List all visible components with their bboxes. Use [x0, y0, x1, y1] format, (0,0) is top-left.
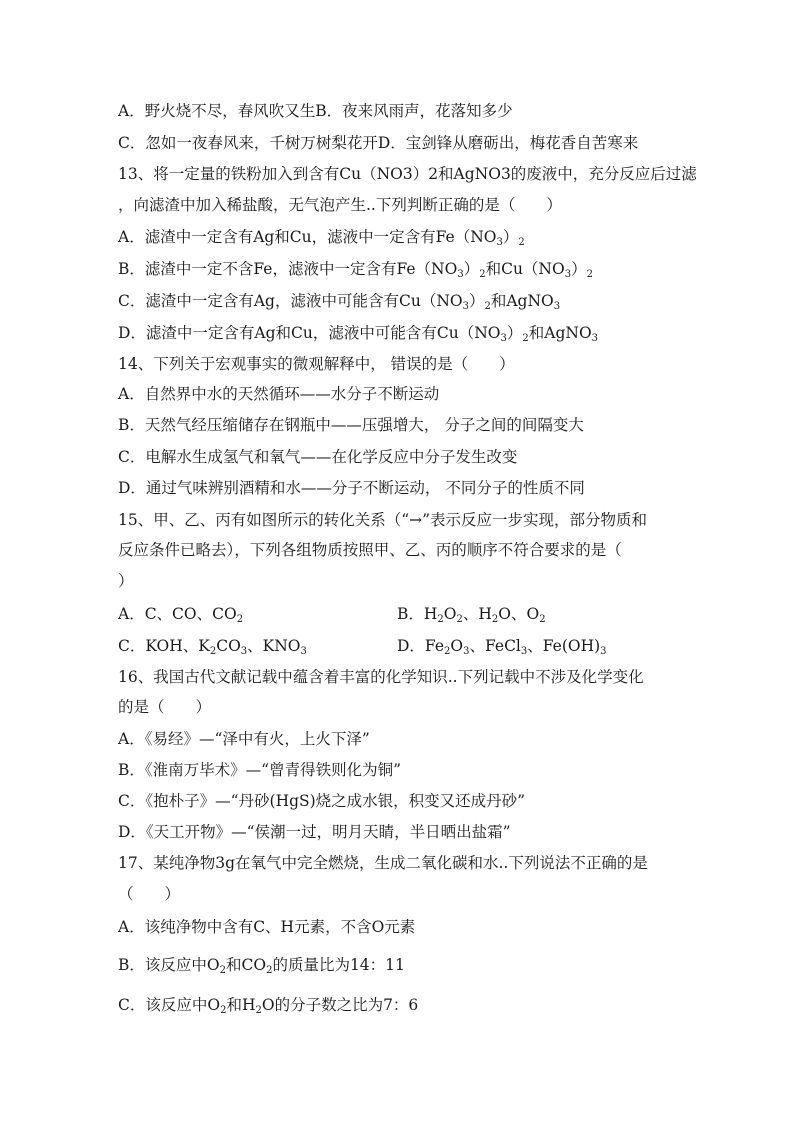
q14-stem: 14、下列关于宏观事实的微观解释中， 错误的是（ ） [118, 355, 515, 373]
q15-stem-line2: 反应条件已略去），下列各组物质按照甲、乙、丙的顺序不符合要求的是（ [118, 541, 622, 559]
q14-option-d: D．通过气味辨别酒精和水——分子不断运动， 不同分子的性质不同 [118, 479, 585, 497]
q16-option-d: D．《天工开物》—“侯潮一过，明月天睛，半日晒出盐霜” [118, 823, 511, 841]
q16-stem-line2: 的是（ ） [118, 698, 212, 716]
q17-option-b: B．该反应中$O_2$和$CO_2$的质量比为14：11 [118, 956, 405, 976]
q13-stem-line1: 13、将一定量的铁粉加入到含有Cu（NO3）2和AgNO3的废液中，充分反应后过滤 [118, 165, 697, 183]
q17-stem-line2: （ ） [118, 885, 181, 903]
q13-stem-line2: ，向滤渣中加入稀盐酸，无气泡产生..下列判断正确的是（ ） [118, 196, 562, 214]
q14-option-c: C．电解水生成氢气和氧气——在化学反应中分子发生改变 [118, 448, 518, 466]
q13-option-b: B．滤渣中一定不含Fe，滤液中一定含有$Fe(NO_3)_2$和$Cu(NO_3)_2$ [118, 260, 593, 280]
q17-option-c: C．该反应中$O_2$和$H_2O$的分子数之比为7：6 [118, 996, 419, 1016]
q13-option-c: C．滤渣中一定含有Ag，滤液中可能含有$Cu(NO_3)_2$和AgNO$_3$ [118, 292, 561, 312]
q16-stem-line1: 16、我国古代文献记载中蕴含着丰富的化学知识..下列记载中不涉及化学变化 [118, 668, 644, 686]
q16-option-c: C．《抱朴子》—“丹砂(HgS)烧之成水银，积变又还成丹砂” [118, 792, 526, 810]
q15-stem-line1: 15、甲、乙、丙有如图所示的转化关系（“→”表示反应一步实现，部分物质和 [118, 511, 648, 529]
q15-option-d: D．$Fe_2O_3$、FeCl$_3$、$Fe(OH)_3$ [397, 637, 607, 657]
q12-options-cd: C．忽如一夜春风来，千树万树梨花开D．宝剑锋从磨砺出，梅花香自苦寒来 [118, 134, 639, 152]
q15-options-ab [118, 604, 678, 624]
q15-options-cd [118, 636, 678, 656]
q12-options-ab: A．野火烧不尽，春风吹又生B．夜来风雨声，花落知多少 [118, 102, 513, 120]
q13-option-a: A．滤渣中一定含有Ag和Cu，滤液中一定含有$Fe(NO_3)_2$ [118, 228, 525, 248]
q14-option-b: B．天然气经压缩储存在钢瓶中——压强增大， 分子之间的间隔变大 [118, 416, 584, 434]
q15-stem-line3: ） [118, 572, 134, 590]
q16-option-b: B．《淮南万毕术》—“曾青得铁则化为铜” [118, 761, 401, 779]
q13-option-d: D．滤渣中一定含有Ag和Cu，滤液中可能含有$Cu(NO_3)_2$和AgNO$_3$ [118, 324, 599, 344]
q15-option-a: A．C、CO、$CO_2$ [118, 605, 244, 625]
q15-option-b: B．$H_2O_2$、$H_2O$、$O_2$ [397, 605, 546, 625]
q15-option-c: C．KOH、$K_2CO_3$、$KNO_3$ [118, 637, 307, 657]
q17-option-a: A．该纯净物中含有C、H元素，不含O元素 [118, 918, 416, 936]
q14-option-a: A．自然界中水的天然循环——水分子不断运动 [118, 385, 440, 403]
q16-option-a: A．《易经》—“泽中有火，上火下泽” [118, 730, 370, 748]
q17-stem-line1: 17、某纯净物3g在氧气中完全燃烧，生成二氧化碳和水..下列说法不正确的是 [118, 854, 648, 872]
